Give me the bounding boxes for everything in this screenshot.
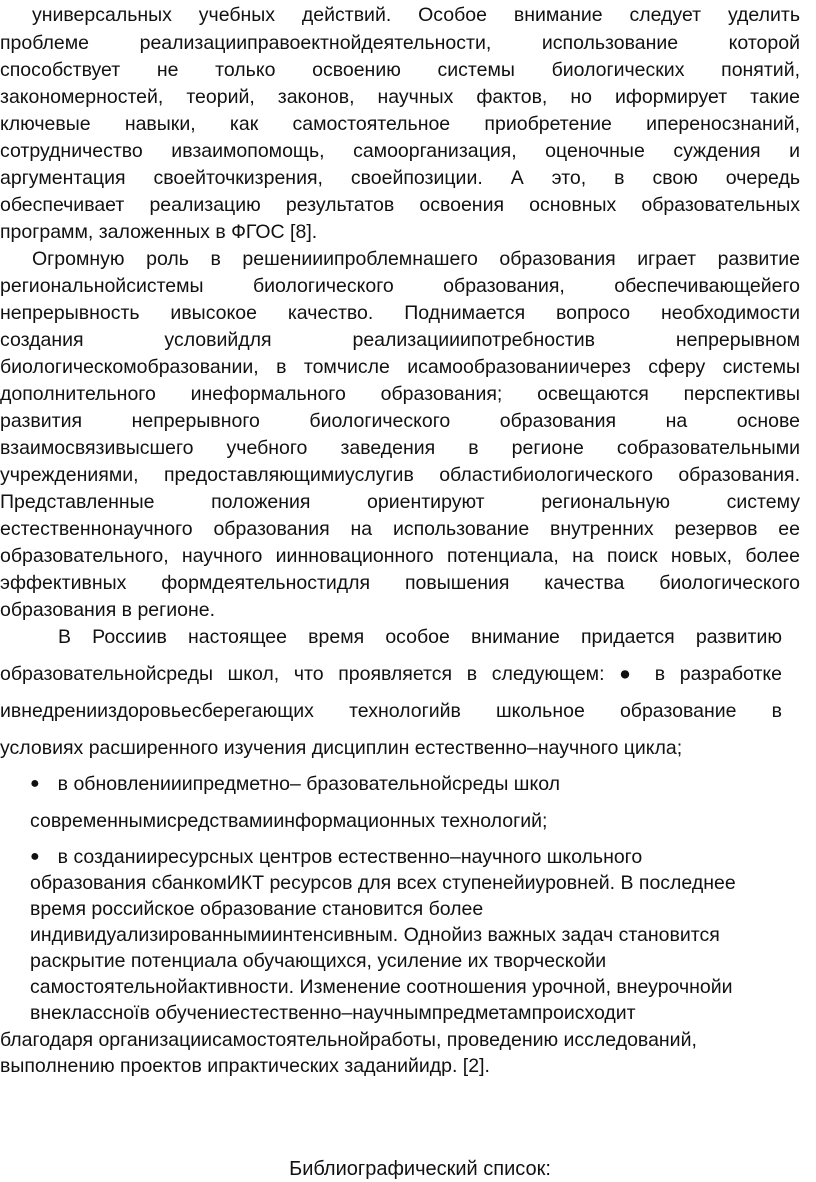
- text-line: закономерностей, теорий, законов, научных фактов, но иформирует такие: [0, 86, 800, 108]
- bibliography-heading: Библиографический список:: [289, 1158, 551, 1180]
- text-line: региональнойсистемы биологического образования, обеспечивающейего: [0, 275, 800, 297]
- text-line: ● в созданииресурсных центров естественно–научного школьного: [30, 846, 643, 868]
- text-line: образования сбанкомИКТ ресурсов для всех ступенейиуровней. В последнее: [30, 872, 736, 894]
- text-line: ● в обновленииипредметно– бразовательнойсреды школ: [30, 773, 560, 795]
- text-line: ивнедренииздоровьесберегающих технологийв школьное образование в: [0, 700, 782, 722]
- text-line: универсальных учебных действий. Особое внимание следует уделить: [32, 4, 800, 26]
- text-line: образовательного, научного иинновационного потенциала, на поиск новых, более: [0, 545, 800, 567]
- text-line: современнымисредствамиинформационных технологий;: [30, 810, 548, 832]
- text-line: индивидуализированнымиинтенсивным. Однойиз важных задач становится: [30, 924, 720, 946]
- bullet-icon: ●: [30, 775, 40, 792]
- text-line: программ, заложенных в ФГОС [8].: [0, 221, 318, 243]
- text-line: образовательнойсреды школ, что проявляется в следующем: ● в разработке: [0, 663, 782, 685]
- text-line: учреждениями, предоставляющимиуслугив областибиологического образования.: [0, 464, 800, 486]
- text-line: дополнительного инеформального образования; освещаются перспективы: [0, 383, 800, 405]
- text-line: проблеме реализацииправоектнойдеятельности, использование которой: [0, 32, 800, 54]
- text-line: условиях расширенного изучения дисциплин естественно–научного цикла;: [0, 737, 683, 759]
- text-line: обеспечивает реализацию результатов освоения основных образовательных: [0, 194, 800, 216]
- text-line: ключевые навыки, как самостоятельное приобретение ипереносзнаний,: [0, 113, 800, 135]
- text-line: естественнонаучного образования на использование внутренних резервов ее: [0, 518, 800, 540]
- text-line: внеклассноїв обучениестественно–научнымпредметампроисходит: [30, 1002, 636, 1024]
- text-line: Огромную роль в решенииипроблемнашего образования играет развитие: [32, 248, 800, 270]
- text-line: способствует не только освоению системы биологических понятий,: [0, 59, 800, 81]
- text-line: раскрытие потенциала обучающихся, усиление их творческойи: [30, 950, 607, 972]
- text-line: развития непрерывного биологического образования на основе: [0, 410, 800, 432]
- text-line: эффективных формдеятельностидля повышения качества биологического: [0, 572, 800, 594]
- bullet-icon: ●: [30, 848, 40, 865]
- text-line: выполнению проектов ипрактических заданийидр. [2].: [0, 1055, 490, 1077]
- text-line: взаимосвязивысшего учебного заведения в регионе собразовательными: [0, 437, 800, 459]
- text-line: время российское образование становится более: [30, 898, 484, 920]
- text-line: образования в регионе.: [0, 599, 216, 621]
- text-line: самостоятельнойактивности. Изменение соотношения урочной, внеурочнойи: [30, 976, 733, 998]
- text-line: благодаря организациисамостоятельнойработы, проведению исследований,: [0, 1029, 697, 1051]
- text-line: биологическомобразовании, в томчисле исамообразованиичерез сферу системы: [0, 356, 800, 378]
- text-line: аргументация своейточкизрения, своейпозиции. А это, в свою очередь: [0, 167, 800, 189]
- text-line: создания условийдля реализацииипотребностив непрерывном: [0, 329, 800, 351]
- text-line: непрерывность ивысокое качество. Поднимается вопросо необходимости: [0, 302, 800, 324]
- text-line: В Россиив настоящее время особое внимание придается развитию: [58, 626, 782, 648]
- text-line: сотрудничество ивзаимопомощь, самоорганизация, оценочные суждения и: [0, 140, 800, 162]
- text-line: Представленные положения ориентируют региональную систему: [0, 491, 800, 513]
